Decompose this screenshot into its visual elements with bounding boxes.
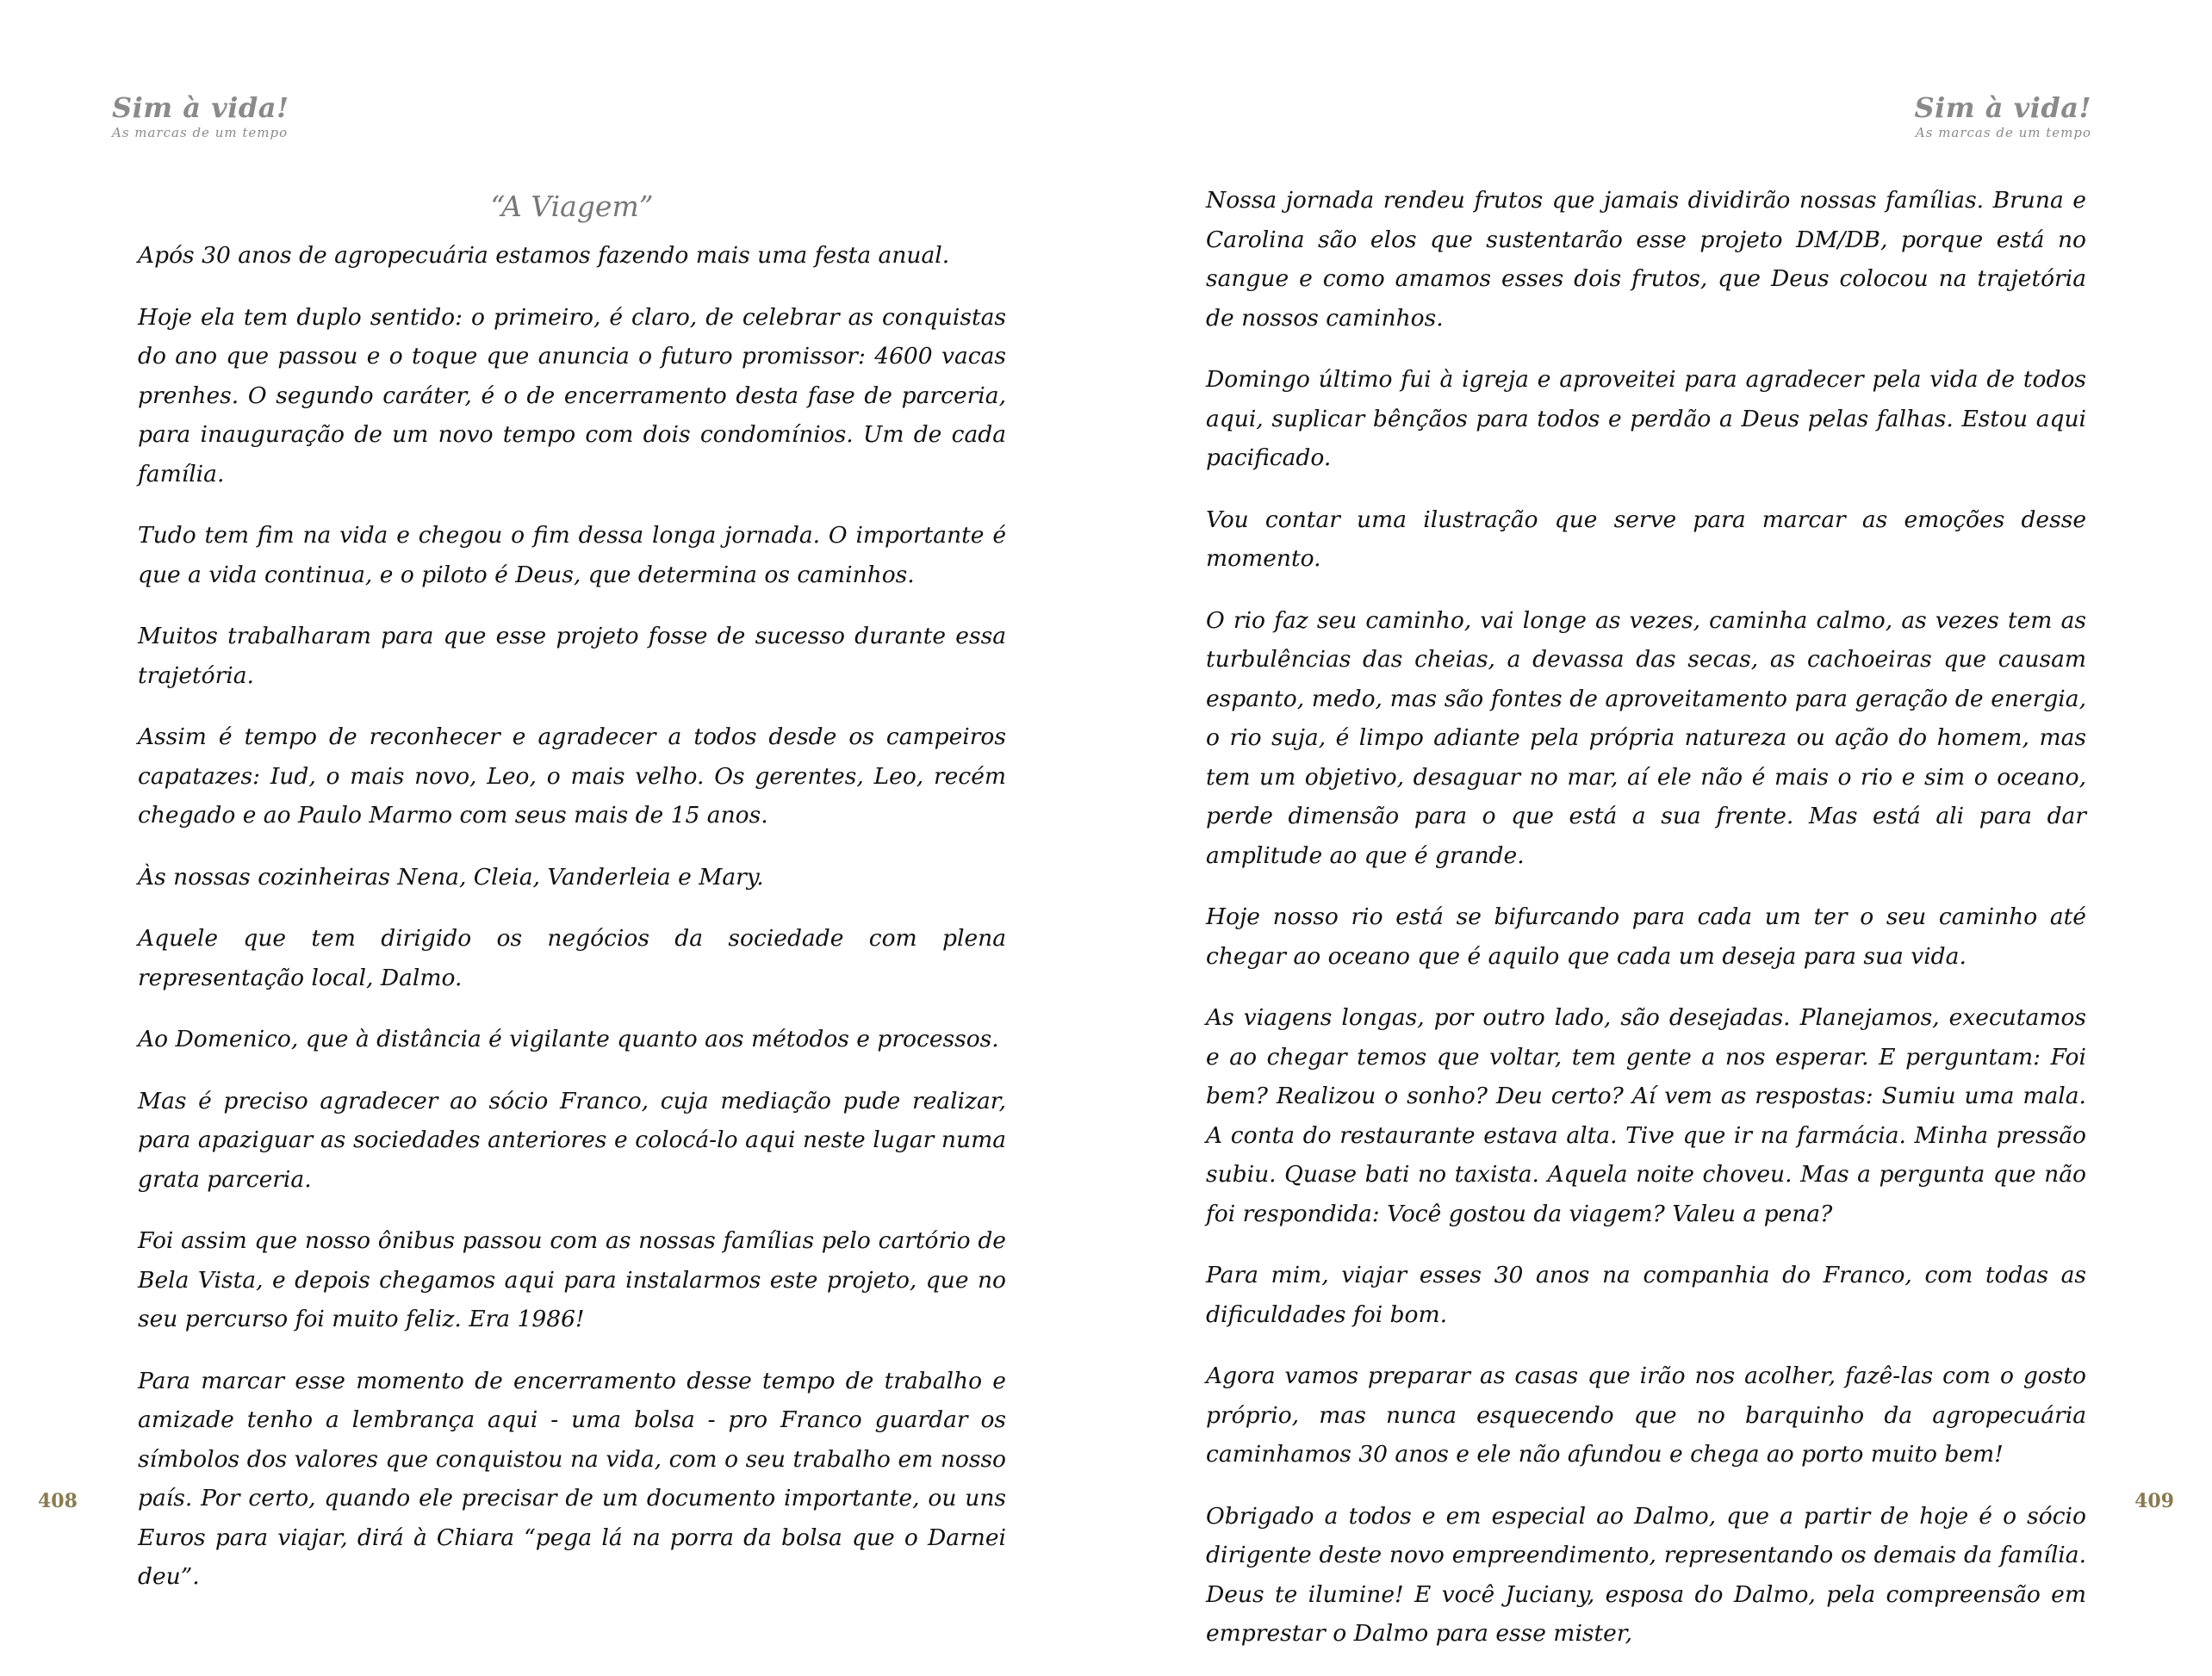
paragraph: Foi assim que nosso ônibus passou com as nossas famílias pelo cartório de Bela Vista, e depois chegamos aqui para instalarmos este projeto, que no seu percurso foi muito feliz. Era 1986!: [138, 1227, 1006, 1332]
running-header: [112, 90, 289, 140]
paragraph: Agora vamos preparar as casas que irão nos acolher, fazê-las com o gosto próprio, mas nunca esquecendo que no barquinho da agropecuária caminhamos 30 anos e ele não afundou e chega ao porto muito bem!: [1206, 1363, 2086, 1468]
paragraph: Para marcar esse momento de encerramento desse tempo de trabalho e amizade tenho a lembrança aqui - uma bolsa - pro Franco guardar os símbolos dos valores que conquistou na vida, com o seu trabalho em nosso país. Por certo, quando ele precisar de um documento importante, ou uns Euros para viajar, dirá à Chiara “pega lá na porra da bolsa que o Darnei deu”.: [138, 1367, 1006, 1590]
paragraph: Nossa jornada rendeu frutos que jamais dividirão nossas famílias. Bruna e Carolina são elos que sustentarão esse projeto DM/DB, porque está no sangue e como amamos esses dois frutos, que Deus colocou na trajetória de nossos caminhos.: [1206, 187, 2086, 332]
page-number: 409: [2134, 1490, 2174, 1512]
paragraph: Mas é preciso agradecer ao sócio Franco, cuja mediação pude realizar, para apaziguar as sociedades anteriores e colocá-lo aqui neste lugar numa grata parceria.: [138, 1087, 1006, 1193]
paragraph: Aquele que tem dirigido os negócios da sociedade com plena representação local, Dalmo.: [138, 925, 1006, 991]
book-subtitle: As marcas de um tempo: [1915, 125, 2091, 140]
chapter-title: “A Viagem”: [490, 189, 654, 223]
paragraph: Às nossas cozinheiras Nena, Cleia, Vanderleia e Mary.: [138, 863, 764, 891]
right-page: [1106, 0, 2212, 1647]
paragraph: Hoje nosso rio está se bifurcando para cada um ter o seu caminho até chegar ao oceano que é aquilo que cada um deseja para sua vida.: [1206, 903, 2086, 970]
paragraph: Hoje ela tem duplo sentido: o primeiro, é claro, de celebrar as conquistas do ano que passou e o toque que anuncia o futuro promissor: 4600 vacas prenhes. O segundo caráter, é o de encerramento desta fase de parceria, para inauguração de um novo tempo com dois condomínios. Um de cada família.: [138, 303, 1006, 487]
paragraph: Domingo último fui à igreja e aproveitei para agradecer pela vida de todos aqui, suplicar bênçãos para todos e perdão a Deus pelas falhas. Estou aqui pacificado.: [1206, 366, 2086, 471]
left-page-text: [138, 181, 1006, 1619]
paragraph: Obrigado a todos e em especial ao Dalmo, que a partir de hoje é o sócio dirigente deste novo empreendimento, representando os demais da família. Deus te ilumine! E você Juciany, esposa do Dalmo, pela compreensão em emprestar o Dalmo para esse mister,: [1206, 1502, 2086, 1647]
paragraph: Para mim, viajar esses 30 anos na companhia do Franco, com todas as dificuldades foi bom.: [1206, 1262, 2086, 1328]
paragraph: Assim é tempo de reconhecer e agradecer a todos desde os campeiros capatazes: Iud, o mais novo, Leo, o mais velho. Os gerentes, Leo, recém chegado e ao Paulo Marmo com seus mais de 15 anos.: [138, 723, 1006, 829]
running-header: [1914, 90, 2091, 140]
paragraph: As viagens longas, por outro lado, são desejadas. Planejamos, executamos e ao chegar temos que voltar, tem gente a nos esperar. E perguntam: Foi bem? Realizou o sonho? Deu certo? Aí vem as respostas: Sumiu uma mala. A conta do restaurante estava alta. Tive que ir na farmácia. Minha pressão subiu. Quase bati no taxista. Aquela noite choveu. Mas a pergunta que não foi respondida: Você gostou da viagem? Valeu a pena?: [1206, 1004, 2086, 1227]
paragraph: Muitos trabalharam para que esse projeto fosse de sucesso durante essa trajetória.: [138, 623, 1006, 689]
page-number: 408: [38, 1490, 78, 1512]
paragraph: O rio faz seu caminho, vai longe as vezes, caminha calmo, as vezes tem as turbulências das cheias, a devassa das secas, as cachoeiras que causam espanto, medo, mas são fontes de aproveitamento para geração de energia, o rio suja, é limpo adiante pela própria natureza ou ação do homem, mas tem um objetivo, desaguar no mar, aí ele não é mais o rio e sim o oceano, perde dimensão para o que está a sua frente. Mas está ali para dar amplitude ao que é grande.: [1206, 606, 2086, 869]
paragraph: Vou contar uma ilustração que serve para marcar as emoções desse momento.: [1206, 506, 2086, 572]
book-subtitle: As marcas de um tempo: [112, 125, 289, 140]
right-page-text: [1206, 181, 2086, 1676]
paragraph: Após 30 anos de agropecuária estamos fazendo mais uma festa anual.: [138, 242, 950, 269]
paragraph: Tudo tem fim na vida e chegou o fim dessa longa jornada. O importante é que a vida continua, e o piloto é Deus, que determina os caminhos.: [138, 522, 1006, 588]
left-page: [0, 0, 1106, 1590]
paragraph: Ao Domenico, que à distância é vigilante quanto aos métodos e processos.: [138, 1026, 999, 1052]
book-title: Sim à vida!: [1914, 91, 2091, 124]
book-title: Sim à vida!: [112, 91, 289, 124]
